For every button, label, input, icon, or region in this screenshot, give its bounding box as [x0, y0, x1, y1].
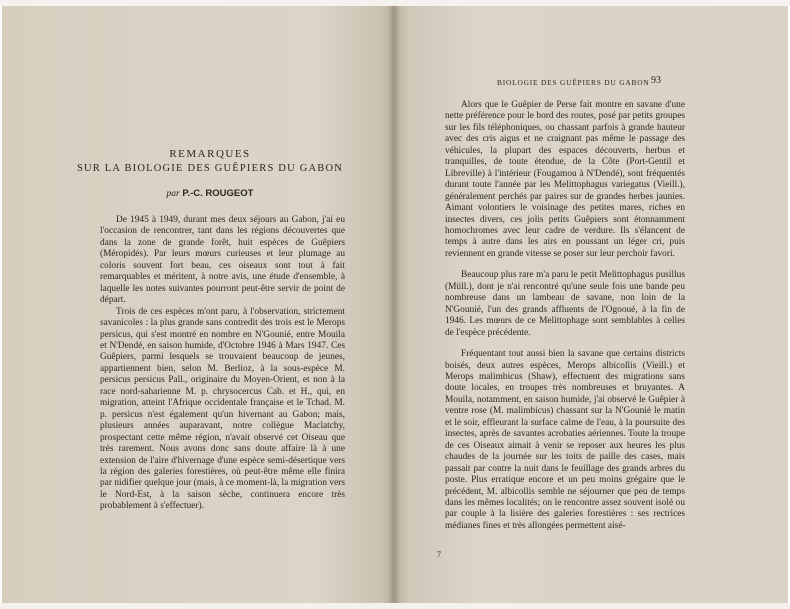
- signature-mark: 7: [437, 550, 441, 559]
- author-line: [50, 188, 370, 199]
- running-head: BIOLOGIE DES GUÊPIERS DU GABON: [497, 78, 650, 87]
- paragraph: Beaucoup plus rare m'a paru le petit Melittophagus pusillus (Müll.), dont je n'ai rencontré qu'une seule fois une bande peu nombreuse dans un lambeau de savane, non loin de la N'Gounié, l'un des grands affluents de l'Ogooué, à la fin de 1946. Les mœurs de ce Melittophage sont semblables à celles de l'espèce précédente.: [445, 270, 685, 338]
- article-title-line-2: SUR LA BIOLOGIE DES GUÊPIERS DU GABON: [76, 163, 344, 174]
- right-page-body: [445, 100, 685, 532]
- book-gutter: [388, 6, 400, 603]
- paragraph: De 1945 à 1949, durant mes deux séjours au Gabon, j'ai eu l'occasion de rencontrer, tant dans les régions découvertes que dans la zone de grande forêt, huit espèces de Guêpiers (Méropidés). Par leurs mœurs curieuses et leur plumage au coloris souvent fort beau, ces oiseaux sont tout à fait remarquables et méritent, à notre avis, une étude d'ensemble, à laquelle les notes suivantes pourront peut-être servir de point de départ.: [100, 215, 345, 306]
- article-title-block: [50, 147, 370, 199]
- article-title-line-1: REMARQUES: [169, 148, 251, 160]
- page-number: 93: [651, 75, 661, 86]
- scan-bottom-edge: [0, 603, 790, 609]
- author-prefix: par: [166, 189, 180, 199]
- author-name: P.-C. ROUGEOT: [182, 188, 254, 199]
- paragraph: Alors que le Guêpier de Perse fait montre en savane d'une nette préférence pour le bord des routes, posé par petits groupes sur les fils téléphoniques, ou chassant parfois à grande hauteur avec des cris aigus et ne craignant pas même le passage des véhicules, la plupart des espaces découverts, herbus et tranquilles, de toute étendue, de la Côte (Port-Gentil et Libreville) à l'intérieur (Fougamou à N'Dendé), sont fréquentés durant toute l'année par les Melittophagus variegatus (Vieill.), généralement perchés par paires sur de grandes herbes jaunies. Aimant volontiers le voisinage des petites mares, riches en insectes divers, ces jolis petits Guêpiers sont étonnamment homochromes avec leur cadre de verdure. Ils s'élancent de temps à autre dans les airs en poussant un léger cri, puis reviennent en grande vitesse se poser sur leur perchoir favori.: [445, 100, 685, 259]
- left-page-body: [100, 215, 345, 513]
- paragraph: Fréquentant tout aussi bien la savane que certains districts boisés, deux autres espèces, Merops albicollis (Vieill.) et Merops malimbicus (Shaw), effectuent des migrations sans doute locales, en troupes très nombreuses et bruyantes. A Mouila, notamment, en saison humide, j'ai observé le Guêpier à ventre rose (M. malimbicus) chassant sur la N'Gounié le matin et le soir, effleurant la surface calme de l'eau, à la poursuite des insectes, après de savantes acrobaties aériennes. Toute la troupe de ces Oiseaux aimait à venir se reposer aux heures les plus chaudes de la journée sur les toits de paille des cases, mais passait par contre la nuit dans le feuillage des grands arbres du poste. Plus erratique encore et un peu moins grégaire que le précédent, M. albicollis semble ne séjourner que peu de temps dans les mêmes localités; on le rencontre assez souvent isolé ou par couple à la lisière des galeries forestières : ses rectrices médianes fines et très allongées permettent aisé-: [445, 349, 685, 531]
- paragraph: Trois de ces espèces m'ont paru, à l'observation, strictement savanicoles : la plus grande sans contredit des trois est le Merops persicus, qui s'est montré en nombre en N'Gounié, entre Mouila et N'Dendé, en saison humide, d'Octobre 1946 à Mars 1947. Ces Guêpiers, parmi lesquels se trouvaient beaucoup de jeunes, appartiennent bien, selon M. Berlioz, à la sous-espèce M. persicus persicus Pall., originaire du Moyen-Orient, et non à la race nord-saharienne M. p. chrysocercus Cab. et H., qui, en migration, atteint l'Afrique occidentale française et le Tchad. M. p. persicus n'est également qu'un hivernant au Gabon; mais, plusieurs années auparavant, notre collègue Maclatchy, prospectant cette même région, n'avait observé cet Oiseau que très rarement. Nous avons donc sans doute affaire là à une extension de l'aire d'hivernage d'une espèce semi-désertique vers la région des galeries forestières, où peut-être même elle finira par nidifier quelque jour (mais, à ce moment-là, la migration vers le Nord-Est, à la saison sèche, continuera encore très probablement à s'effectuer).: [100, 306, 345, 512]
